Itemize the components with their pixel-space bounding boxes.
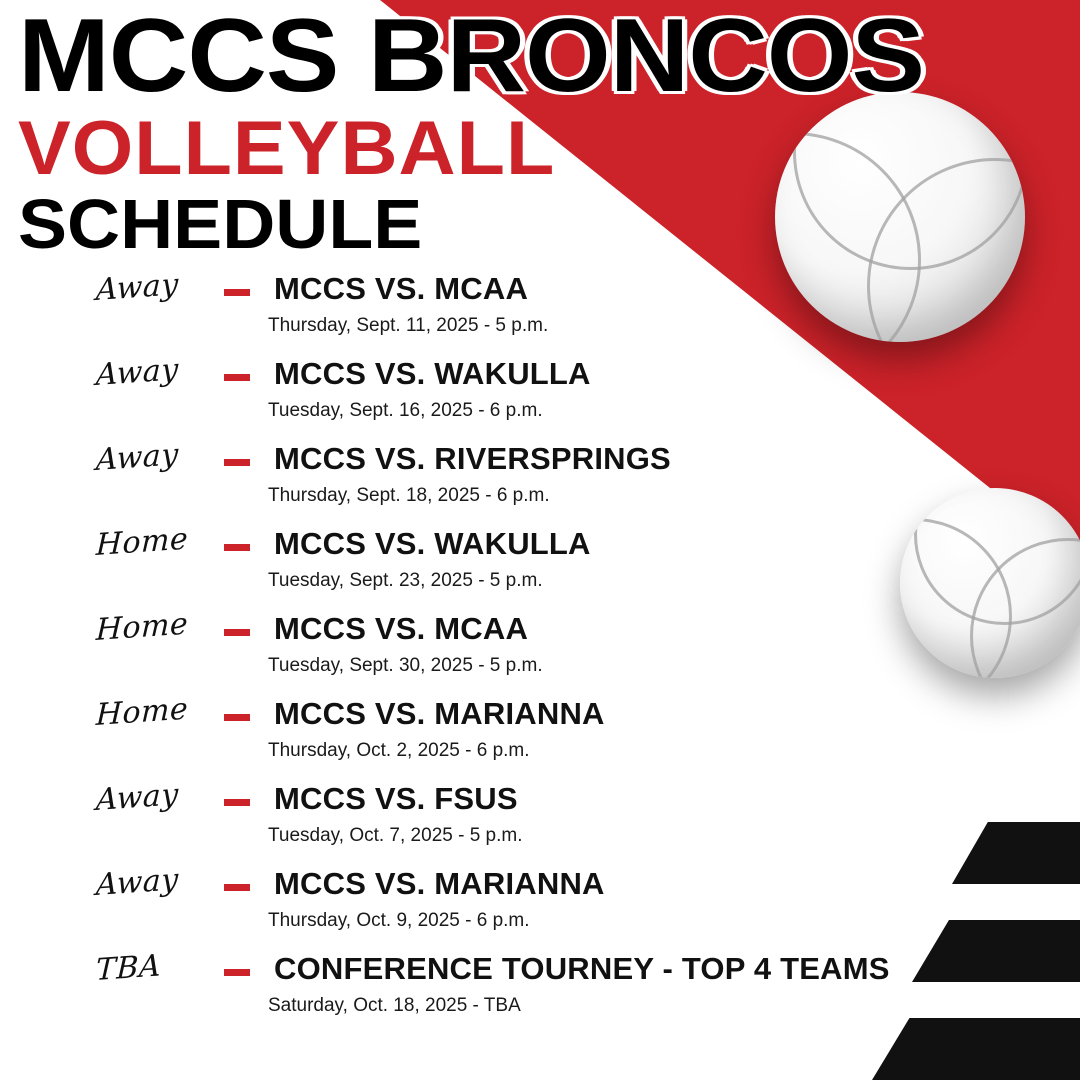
- game-matchup: CONFERENCE TOURNEY - TOP 4 TEAMS: [274, 950, 890, 986]
- list-item: [95, 948, 1080, 1036]
- list-item: [95, 691, 1080, 781]
- game-datetime: Thursday, Sept. 11, 2025 - 5 p.m.: [268, 314, 549, 336]
- game-matchup: MCCS VS. MARIANNA: [274, 695, 605, 731]
- game-location: Home: [95, 606, 189, 648]
- game-datetime: Tuesday, Sept. 23, 2025 - 5 p.m.: [268, 569, 543, 591]
- list-item: [95, 861, 1080, 951]
- game-location: Home: [95, 521, 189, 563]
- game-location: TBA: [95, 948, 162, 988]
- game-matchup: MCCS VS. MCAA: [274, 610, 529, 646]
- game-datetime: Thursday, Oct. 9, 2025 - 6 p.m.: [268, 909, 530, 931]
- game-matchup: MCCS VS. WAKULLA: [274, 525, 591, 561]
- list-item: [95, 606, 1080, 696]
- game-matchup: MCCS VS. FSUS: [274, 780, 518, 816]
- divider-dash: [224, 884, 250, 891]
- game-matchup: MCCS VS. RIVERSPRINGS: [274, 440, 671, 476]
- list-item: [95, 521, 1080, 611]
- game-matchup: MCCS VS. MCAA: [274, 270, 529, 306]
- game-location: Away: [95, 436, 180, 478]
- game-matchup: MCCS VS. WAKULLA: [274, 355, 591, 391]
- divider-dash: [224, 289, 250, 296]
- list-item: [95, 266, 1080, 356]
- page-subtitle-sport: VOLLEYBALL: [18, 105, 556, 191]
- schedule-list: [0, 266, 1080, 1036]
- game-location: Away: [95, 776, 180, 818]
- game-datetime: Tuesday, Sept. 16, 2025 - 6 p.m.: [268, 399, 543, 421]
- list-item: [95, 436, 1080, 526]
- divider-dash: [224, 969, 250, 976]
- list-item: [95, 776, 1080, 866]
- page-subtitle-schedule: SCHEDULE: [18, 184, 423, 263]
- divider-dash: [224, 799, 250, 806]
- game-location: Home: [95, 691, 189, 733]
- game-location: Away: [95, 266, 180, 308]
- divider-dash: [224, 459, 250, 466]
- game-location: Away: [95, 351, 180, 393]
- poster-title-block: [0, 0, 1080, 263]
- divider-dash: [224, 714, 250, 721]
- game-datetime: Tuesday, Oct. 7, 2025 - 5 p.m.: [268, 824, 523, 846]
- game-location: Away: [95, 861, 180, 903]
- game-datetime: Tuesday, Sept. 30, 2025 - 5 p.m.: [268, 654, 543, 676]
- list-item: [95, 351, 1080, 441]
- divider-dash: [224, 629, 250, 636]
- game-datetime: Thursday, Oct. 2, 2025 - 6 p.m.: [268, 739, 530, 761]
- page-title: MCCS BRONCOS: [18, 0, 924, 114]
- game-matchup: MCCS VS. MARIANNA: [274, 865, 605, 901]
- divider-dash: [224, 544, 250, 551]
- divider-dash: [224, 374, 250, 381]
- game-datetime: Thursday, Sept. 18, 2025 - 6 p.m.: [268, 484, 550, 506]
- game-datetime: Saturday, Oct. 18, 2025 - TBA: [268, 994, 521, 1016]
